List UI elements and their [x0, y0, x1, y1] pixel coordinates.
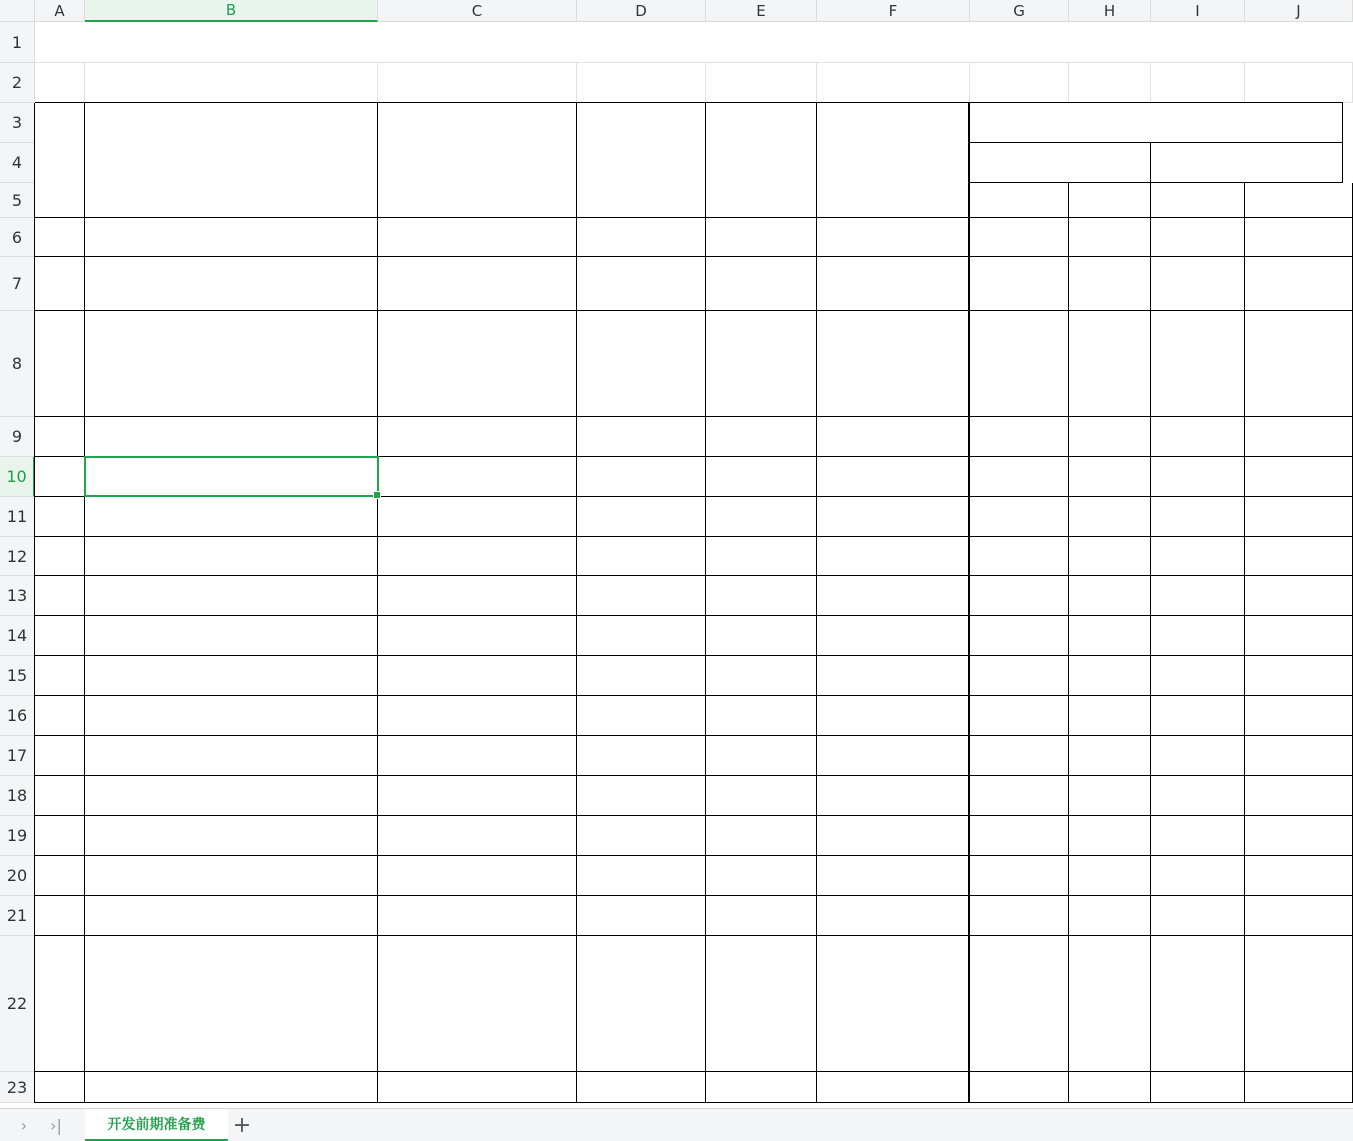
table-row-total[interactable] — [577, 816, 706, 856]
row-header-14[interactable]: 14 — [0, 616, 35, 656]
table-row-seq — [35, 896, 85, 936]
table-row-sum[interactable] — [1245, 816, 1353, 856]
table-row-sum[interactable] — [1245, 936, 1353, 1072]
table-row-rule[interactable] — [817, 776, 970, 816]
table-row-price[interactable] — [1069, 417, 1151, 457]
table-row-sum[interactable] — [1245, 616, 1353, 656]
table-row-name[interactable] — [85, 776, 378, 816]
column-header-I[interactable]: I — [1151, 0, 1245, 22]
table-row-name[interactable] — [85, 257, 378, 311]
row-header-3[interactable]: 3 — [0, 103, 35, 143]
table-row-qty[interactable] — [1151, 457, 1245, 497]
table-row-unit[interactable] — [970, 816, 1069, 856]
table-row-sum[interactable] — [1245, 218, 1353, 257]
sheet-tab-active[interactable]: 开发前期准备费 — [85, 1109, 228, 1141]
table-row-rule[interactable] — [817, 1072, 970, 1103]
row-header-2[interactable]: 2 — [0, 63, 35, 103]
table-row-name[interactable] — [85, 856, 378, 896]
table-row-price[interactable] — [1069, 936, 1151, 1072]
table-row-price[interactable] — [1069, 856, 1151, 896]
table-row-price[interactable] — [1069, 656, 1151, 696]
table-row-content[interactable] — [378, 311, 577, 417]
column-header-D[interactable]: D — [577, 0, 706, 22]
table-row-seq — [35, 656, 85, 696]
table-row-seq — [35, 497, 85, 537]
table-row-seq — [35, 616, 85, 656]
table-row-price[interactable] — [1069, 311, 1151, 417]
table-row-unit[interactable] — [970, 537, 1069, 576]
gridline — [1244, 63, 1245, 103]
table-row-sum[interactable] — [1245, 311, 1353, 417]
table-row-unit-price-area[interactable] — [706, 257, 817, 311]
table-row-sum[interactable] — [1245, 1072, 1353, 1103]
table-row-unit[interactable] — [970, 497, 1069, 537]
table-row-price[interactable] — [1069, 257, 1151, 311]
header-unit-price-area — [706, 103, 817, 218]
table-row-content[interactable] — [378, 656, 577, 696]
table-row-rule[interactable] — [817, 656, 970, 696]
table-row-sum[interactable] — [1245, 537, 1353, 576]
table-row-total[interactable] — [577, 417, 706, 457]
table-row-total[interactable] — [577, 1072, 706, 1103]
gridline — [1150, 63, 1151, 103]
table-row-name[interactable] — [85, 457, 378, 497]
table-row-name[interactable] — [85, 497, 378, 537]
table-row-rule[interactable] — [817, 856, 970, 896]
table-row-qty[interactable] — [1151, 1072, 1245, 1103]
column-header-F[interactable]: F — [817, 0, 970, 22]
sheet-tab-bar — [0, 1108, 1353, 1141]
table-row-unit-price-area[interactable] — [706, 656, 817, 696]
table-row-sum[interactable] — [1245, 576, 1353, 616]
table-row-unit-price-area[interactable] — [706, 736, 817, 776]
table-row-qty[interactable] — [1151, 218, 1245, 257]
table-row-content[interactable] — [378, 417, 577, 457]
table-row-price[interactable] — [1069, 537, 1151, 576]
table-row-unit[interactable] — [970, 776, 1069, 816]
table-row-qty[interactable] — [1151, 417, 1245, 457]
scroll-tabs-last-icon[interactable]: ›| — [50, 1115, 62, 1135]
table-row-price[interactable] — [1069, 616, 1151, 656]
table-row-name[interactable] — [85, 696, 378, 736]
table-row-unit-price-area[interactable] — [706, 457, 817, 497]
table-row-unit-price-area[interactable] — [706, 576, 817, 616]
header-seq — [35, 103, 85, 218]
table-row-total[interactable] — [577, 776, 706, 816]
table-row-total[interactable] — [577, 696, 706, 736]
header-building-area — [970, 143, 1151, 183]
table-row-seq — [35, 776, 85, 816]
table-row-content[interactable] — [378, 736, 577, 776]
table-row-rule[interactable] — [817, 311, 970, 417]
table-row-sum[interactable] — [1245, 417, 1353, 457]
table-row-sum[interactable] — [1245, 497, 1353, 537]
table-row-name[interactable] — [85, 816, 378, 856]
table-row-seq — [35, 936, 85, 1072]
table-row-rule[interactable] — [817, 576, 970, 616]
table-row-seq — [35, 218, 85, 257]
table-row-rule[interactable] — [817, 816, 970, 856]
table-row-content[interactable] — [378, 936, 577, 1072]
table-row-total[interactable] — [577, 497, 706, 537]
table-row-seq — [35, 257, 85, 311]
column-header-H[interactable]: H — [1069, 0, 1151, 22]
column-header-J[interactable]: J — [1245, 0, 1353, 22]
table-row-unit-price-area[interactable] — [706, 311, 817, 417]
table-row-content[interactable] — [378, 1072, 577, 1103]
table-row-rule[interactable] — [817, 696, 970, 736]
table-row-rule[interactable] — [817, 257, 970, 311]
table-row-price[interactable] — [1069, 576, 1151, 616]
table-row-name[interactable] — [85, 311, 378, 417]
table-row-qty[interactable] — [1151, 856, 1245, 896]
column-header-B[interactable]: B — [85, 0, 378, 22]
table-row-seq — [35, 816, 85, 856]
table-row-seq — [35, 417, 85, 457]
table-row-qty[interactable] — [1151, 616, 1245, 656]
table-row-sum[interactable] — [1245, 457, 1353, 497]
table-row-rule[interactable] — [817, 936, 970, 1072]
table-row-price[interactable] — [1069, 696, 1151, 736]
row-header-9[interactable]: 9 — [0, 417, 35, 457]
table-row-unit-price-area[interactable] — [706, 896, 817, 936]
table-row-rule[interactable] — [817, 537, 970, 576]
table-row-sum[interactable] — [1245, 257, 1353, 311]
table-row-price[interactable] — [1069, 736, 1151, 776]
row-header-23[interactable]: 23 — [0, 1072, 35, 1103]
row-header-7[interactable]: 7 — [0, 257, 35, 311]
table-row-sum[interactable] — [1245, 736, 1353, 776]
table-row-unit[interactable] — [970, 417, 1069, 457]
row-header-19[interactable]: 19 — [0, 816, 35, 856]
table-row-rule[interactable] — [817, 497, 970, 537]
table-row-rule[interactable] — [817, 417, 970, 457]
table-row-unit[interactable] — [970, 576, 1069, 616]
table-row-qty[interactable] — [1151, 537, 1245, 576]
row-header-13[interactable]: 13 — [0, 576, 35, 616]
table-row-unit[interactable] — [970, 896, 1069, 936]
table-row-total[interactable] — [577, 616, 706, 656]
add-sheet-icon[interactable]: + — [232, 1112, 252, 1138]
table-row-qty[interactable] — [1151, 656, 1245, 696]
table-row-content[interactable] — [378, 218, 577, 257]
scroll-tabs-right-icon[interactable]: › — [20, 1115, 28, 1135]
table-row-unit-price-area[interactable] — [706, 1072, 817, 1103]
table-row-rule[interactable] — [817, 736, 970, 776]
header-price — [1069, 183, 1151, 218]
header-blank — [1151, 143, 1343, 183]
table-row-content[interactable] — [378, 856, 577, 896]
table-row-content[interactable] — [378, 696, 577, 736]
table-row-name[interactable] — [85, 936, 378, 1072]
table-row-name[interactable] — [85, 576, 378, 616]
table-row-price[interactable] — [1069, 218, 1151, 257]
sheet-title — [35, 22, 1353, 63]
header-total — [577, 103, 706, 218]
table-row-seq — [35, 457, 85, 497]
table-row-unit[interactable] — [970, 257, 1069, 311]
table-row-price[interactable] — [1069, 1072, 1151, 1103]
table-row-unit[interactable] — [970, 936, 1069, 1072]
table-row-unit[interactable] — [970, 218, 1069, 257]
table-row-price[interactable] — [1069, 497, 1151, 537]
table-row-total[interactable] — [577, 457, 706, 497]
table-row-seq — [35, 856, 85, 896]
table-row-content[interactable] — [378, 896, 577, 936]
table-row-qty[interactable] — [1151, 896, 1245, 936]
table-row-unit[interactable] — [970, 1072, 1069, 1103]
table-row-price[interactable] — [1069, 776, 1151, 816]
table-row-unit-price-area[interactable] — [706, 616, 817, 656]
header-unit — [970, 183, 1069, 218]
column-header-A[interactable]: A — [35, 0, 85, 22]
table-row-content[interactable] — [378, 816, 577, 856]
table-row-total[interactable] — [577, 537, 706, 576]
table-row-total[interactable] — [577, 856, 706, 896]
row-header-15[interactable]: 15 — [0, 656, 35, 696]
header-content — [378, 103, 577, 218]
table-row-name[interactable] — [85, 537, 378, 576]
row-header-11[interactable]: 11 — [0, 497, 35, 537]
table-row-content[interactable] — [378, 457, 577, 497]
header-rule — [817, 103, 970, 218]
table-row-qty[interactable] — [1151, 936, 1245, 1072]
project-name-label — [35, 63, 435, 103]
table-row-unit-price-area[interactable] — [706, 537, 817, 576]
table-row-unit-price-area[interactable] — [706, 696, 817, 736]
table-row-price[interactable] — [1069, 816, 1151, 856]
row-header-22[interactable]: 22 — [0, 936, 35, 1072]
table-row-unit-price-area[interactable] — [706, 776, 817, 816]
table-row-unit-price-area[interactable] — [706, 218, 817, 257]
table-row-rule[interactable] — [817, 218, 970, 257]
table-row-sum[interactable] — [1245, 696, 1353, 736]
table-row-sum[interactable] — [1245, 896, 1353, 936]
table-row-unit-price-area[interactable] — [706, 497, 817, 537]
table-row-unit-price-area[interactable] — [706, 417, 817, 457]
row-header-12[interactable]: 12 — [0, 537, 35, 576]
gridline — [1068, 63, 1069, 103]
table-row-qty[interactable] — [1151, 696, 1245, 736]
table-row-name[interactable] — [85, 616, 378, 656]
table-row-content[interactable] — [378, 616, 577, 656]
table-row-unit[interactable] — [970, 656, 1069, 696]
table-row-unit-price-area[interactable] — [706, 856, 817, 896]
table-row-total[interactable] — [577, 576, 706, 616]
table-row-content[interactable] — [378, 537, 577, 576]
table-row-name[interactable] — [85, 417, 378, 457]
table-row-qty[interactable] — [1151, 736, 1245, 776]
table-row-unit-price-area[interactable] — [706, 936, 817, 1072]
table-row-content[interactable] — [378, 576, 577, 616]
table-row-sum[interactable] — [1245, 856, 1353, 896]
table-row-seq — [35, 537, 85, 576]
row-header-16[interactable]: 16 — [0, 696, 35, 736]
table-row-name[interactable] — [85, 1072, 378, 1103]
table-row-unit-price-area[interactable] — [706, 816, 817, 856]
gridline — [576, 63, 577, 103]
table-row-total[interactable] — [577, 311, 706, 417]
row-header-21[interactable]: 21 — [0, 896, 35, 936]
table-row-content[interactable] — [378, 497, 577, 537]
column-header-C[interactable]: C — [378, 0, 577, 22]
table-row-unit[interactable] — [970, 616, 1069, 656]
gridline — [816, 63, 817, 103]
table-row-name[interactable] — [85, 218, 378, 257]
row-header-18[interactable]: 18 — [0, 776, 35, 816]
table-row-seq — [35, 736, 85, 776]
table-row-qty[interactable] — [1151, 776, 1245, 816]
table-row-unit[interactable] — [970, 856, 1069, 896]
table-row-total[interactable] — [577, 736, 706, 776]
table-row-content[interactable] — [378, 257, 577, 311]
row-header-10[interactable]: 10 — [0, 457, 35, 497]
table-row-unit[interactable] — [970, 696, 1069, 736]
select-all-corner[interactable] — [0, 0, 35, 22]
row-header-6[interactable]: 6 — [0, 218, 35, 257]
header-qty — [1151, 183, 1245, 218]
table-row-total[interactable] — [577, 896, 706, 936]
table-row-unit[interactable] — [970, 736, 1069, 776]
table-row-rule[interactable] — [817, 896, 970, 936]
table-row-unit[interactable] — [970, 311, 1069, 417]
column-header-G[interactable]: G — [970, 0, 1069, 22]
table-row-total[interactable] — [577, 257, 706, 311]
row-header-20[interactable]: 20 — [0, 856, 35, 896]
table-row-price[interactable] — [1069, 896, 1151, 936]
table-row-price[interactable] — [1069, 457, 1151, 497]
table-row-total[interactable] — [577, 218, 706, 257]
table-row-total[interactable] — [577, 656, 706, 696]
row-header-17[interactable]: 17 — [0, 736, 35, 776]
table-row-seq — [35, 696, 85, 736]
table-row-qty[interactable] — [1151, 576, 1245, 616]
table-row-rule[interactable] — [817, 457, 970, 497]
row-header-1[interactable]: 1 — [0, 22, 35, 63]
row-header-5[interactable]: 5 — [0, 183, 35, 218]
table-row-total[interactable] — [577, 936, 706, 1072]
table-row-qty[interactable] — [1151, 497, 1245, 537]
table-row-sum[interactable] — [1245, 776, 1353, 816]
table-row-unit[interactable] — [970, 457, 1069, 497]
header-part — [970, 103, 1343, 143]
table-row-seq — [35, 311, 85, 417]
table-row-qty[interactable] — [1151, 257, 1245, 311]
row-header-4[interactable]: 4 — [0, 143, 35, 183]
gridline — [969, 63, 970, 103]
table-row-qty[interactable] — [1151, 311, 1245, 417]
table-row-qty[interactable] — [1151, 816, 1245, 856]
header-sum — [1245, 183, 1353, 218]
table-row-name[interactable] — [85, 736, 378, 776]
table-row-name[interactable] — [85, 656, 378, 696]
table-row-content[interactable] — [378, 776, 577, 816]
table-row-name[interactable] — [85, 896, 378, 936]
gridline — [705, 63, 706, 103]
table-row-seq — [35, 1072, 85, 1103]
row-header-8[interactable]: 8 — [0, 311, 35, 417]
table-row-seq — [35, 576, 85, 616]
column-header-E[interactable]: E — [706, 0, 817, 22]
table-row-sum[interactable] — [1245, 656, 1353, 696]
header-name — [85, 103, 378, 218]
table-row-rule[interactable] — [817, 616, 970, 656]
